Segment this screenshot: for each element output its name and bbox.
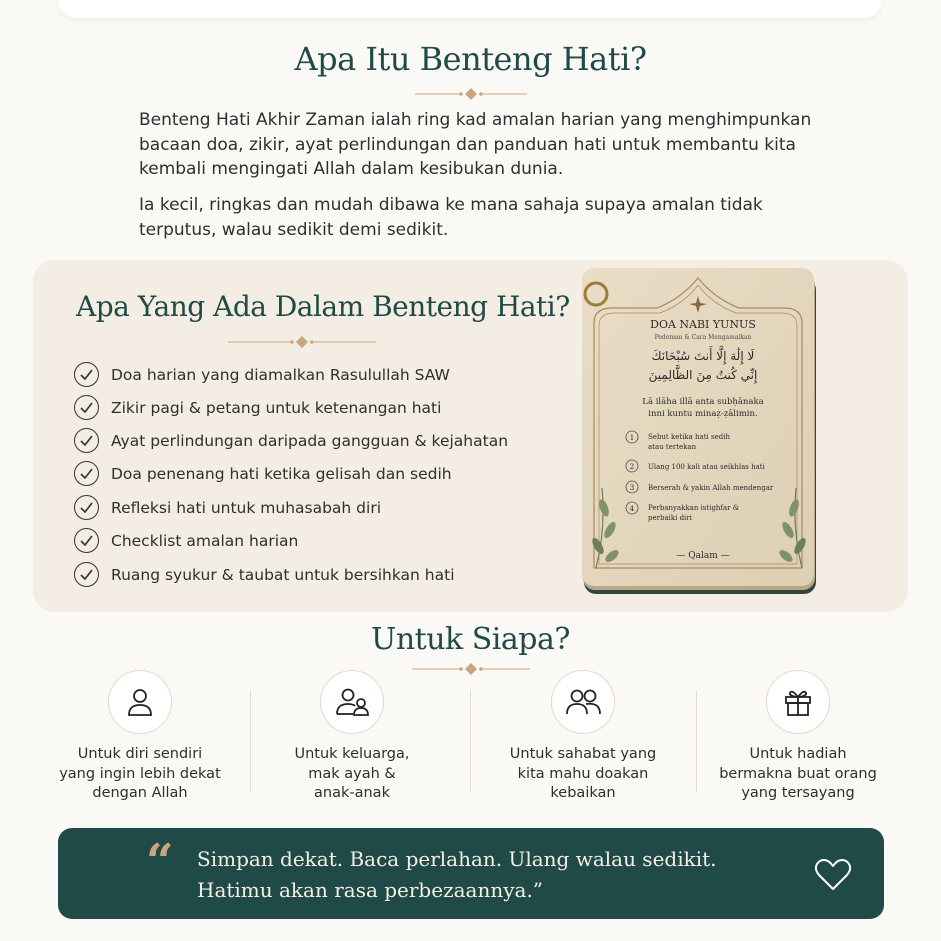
audience-family (257, 670, 447, 804)
column-divider (470, 690, 471, 792)
product-card-image (582, 268, 817, 595)
feature-item (74, 362, 450, 387)
card-translit-line: inni kuntu minaẓ-ẓālimin. (648, 409, 758, 419)
feature-label: Checklist amalan harian (111, 531, 299, 550)
intro-paragraph-2 (139, 193, 819, 242)
card-title: DOA NABI YUNUS (650, 318, 756, 331)
step-text: perbaiki diri (648, 514, 692, 522)
audience-self (45, 670, 235, 804)
audience-label-line: kebaikan (550, 785, 616, 801)
quote-text (197, 844, 717, 906)
ornament-divider-icon (228, 335, 376, 349)
card-translit-line: Lā ilāha illā anta subḥānaka (642, 397, 764, 407)
column-divider (696, 690, 697, 792)
feature-label: Refleksi hati untuk muhasabah diri (111, 498, 382, 517)
feature-item (74, 562, 455, 587)
audience-label (488, 745, 678, 804)
card-arabic-line: لَا إِلَٰهَ إِلَّا أَنتَ سُبْحَانَكَ (651, 349, 755, 363)
feature-item (74, 495, 381, 520)
check-circle-icon (74, 461, 99, 486)
friends-icon (551, 670, 615, 734)
check-circle-icon (74, 428, 99, 453)
audience-label-line: yang tersayang (741, 785, 855, 801)
intro-p1-line: kembali mengingati Allah dalam kesibukan dunia. (139, 159, 564, 179)
audience-label-line: dengan Allah (92, 785, 188, 801)
feature-label: Doa penenang hati ketika gelisah dan sedih (111, 464, 452, 483)
audience-label-line: mak ayah & (308, 765, 396, 782)
feature-label: Ruang syukur & taubat untuk bersihkan hati (111, 565, 455, 584)
audience-label (257, 745, 447, 804)
step-text: atau tertekan (648, 443, 697, 451)
audience-label-line: Untuk keluarga, (294, 746, 410, 762)
audience-title: Untuk Siapa? (371, 622, 570, 657)
intro-p2-line: Ia kecil, ringkas dan mudah dibawa ke mana sahaja supaya amalan tidak (139, 195, 763, 215)
check-circle-icon (74, 362, 99, 387)
step-number: 4 (629, 505, 635, 513)
intro-title: Apa Itu Benteng Hati? (294, 40, 647, 78)
feature-label: Zikir pagi & petang untuk ketenangan hati (111, 398, 442, 417)
intro-p1-line: bacaan doa, zikir, ayat perlindungan dan panduan hati untuk membantu kita (139, 134, 796, 155)
audience-label-line: Untuk diri sendiri (77, 746, 203, 762)
ornament-divider-icon (415, 87, 527, 101)
step-text: Perbanyakkan istighfar & (648, 504, 740, 512)
step-number: 3 (629, 484, 635, 492)
audience-label-line: kita mahu doakan (517, 765, 649, 782)
quote-line: Simpan dekat. Baca perlahan. Ulang walau sedikit. (197, 847, 717, 871)
step-text: Berserah & yakin Allah mendengar (648, 484, 774, 492)
top-card-edge (58, 0, 882, 18)
audience-label-line: yang ingin lebih dekat (59, 765, 221, 782)
audience-label (703, 745, 893, 804)
quote-mark-icon: “ (146, 834, 174, 890)
feature-item (74, 461, 452, 486)
feature-label: Ayat perlindungan daripada gangguan & kejahatan (111, 431, 509, 450)
feature-item (74, 528, 298, 553)
heart-icon (814, 858, 852, 892)
quote-banner (58, 828, 884, 919)
intro-p1-line: Benteng Hati Akhir Zaman ialah ring kad amalan harian yang menghimpunkan (139, 110, 812, 130)
contents-title: Apa Yang Ada Dalam Benteng Hati? (76, 290, 570, 323)
step-number: 2 (629, 463, 635, 471)
intro-paragraph-1 (139, 108, 819, 182)
family-icon (320, 670, 384, 734)
card-brand: — Qalam — (676, 551, 730, 561)
feature-label: Doa harian yang diamalkan Rasulullah SAW (111, 365, 450, 384)
audience-gift (703, 670, 893, 804)
audience-friends (488, 670, 678, 804)
card-arabic-line: إِنِّي كُنتُ مِنَ الظَّالِمِينَ (648, 368, 758, 382)
person-icon (108, 670, 172, 734)
audience-label-line: Untuk sahabat yang (509, 746, 657, 762)
step-text: Sebut ketika hati sedih (648, 433, 730, 441)
feature-item (74, 428, 508, 453)
intro-p2-line: terputus, walau sedikit demi sedikit. (139, 219, 449, 240)
check-circle-icon (74, 495, 99, 520)
audience-label-line: Untuk hadiah (749, 746, 847, 762)
audience-label (45, 745, 235, 804)
step-number: 1 (629, 434, 635, 442)
check-circle-icon (74, 528, 99, 553)
audience-label-line: anak-anak (314, 785, 390, 801)
step-text: Ulang 100 kali atau seikhlas hati (648, 463, 765, 471)
column-divider (250, 690, 251, 792)
gift-icon (766, 670, 830, 734)
card-subtitle: Pedoman & Cara Mengamalkan (654, 334, 752, 341)
quote-line: Hatimu akan rasa perbezaannya.” (197, 878, 544, 902)
check-circle-icon (74, 562, 99, 587)
check-circle-icon (74, 395, 99, 420)
audience-label-line: bermakna buat orang (719, 765, 877, 782)
feature-item (74, 395, 441, 420)
